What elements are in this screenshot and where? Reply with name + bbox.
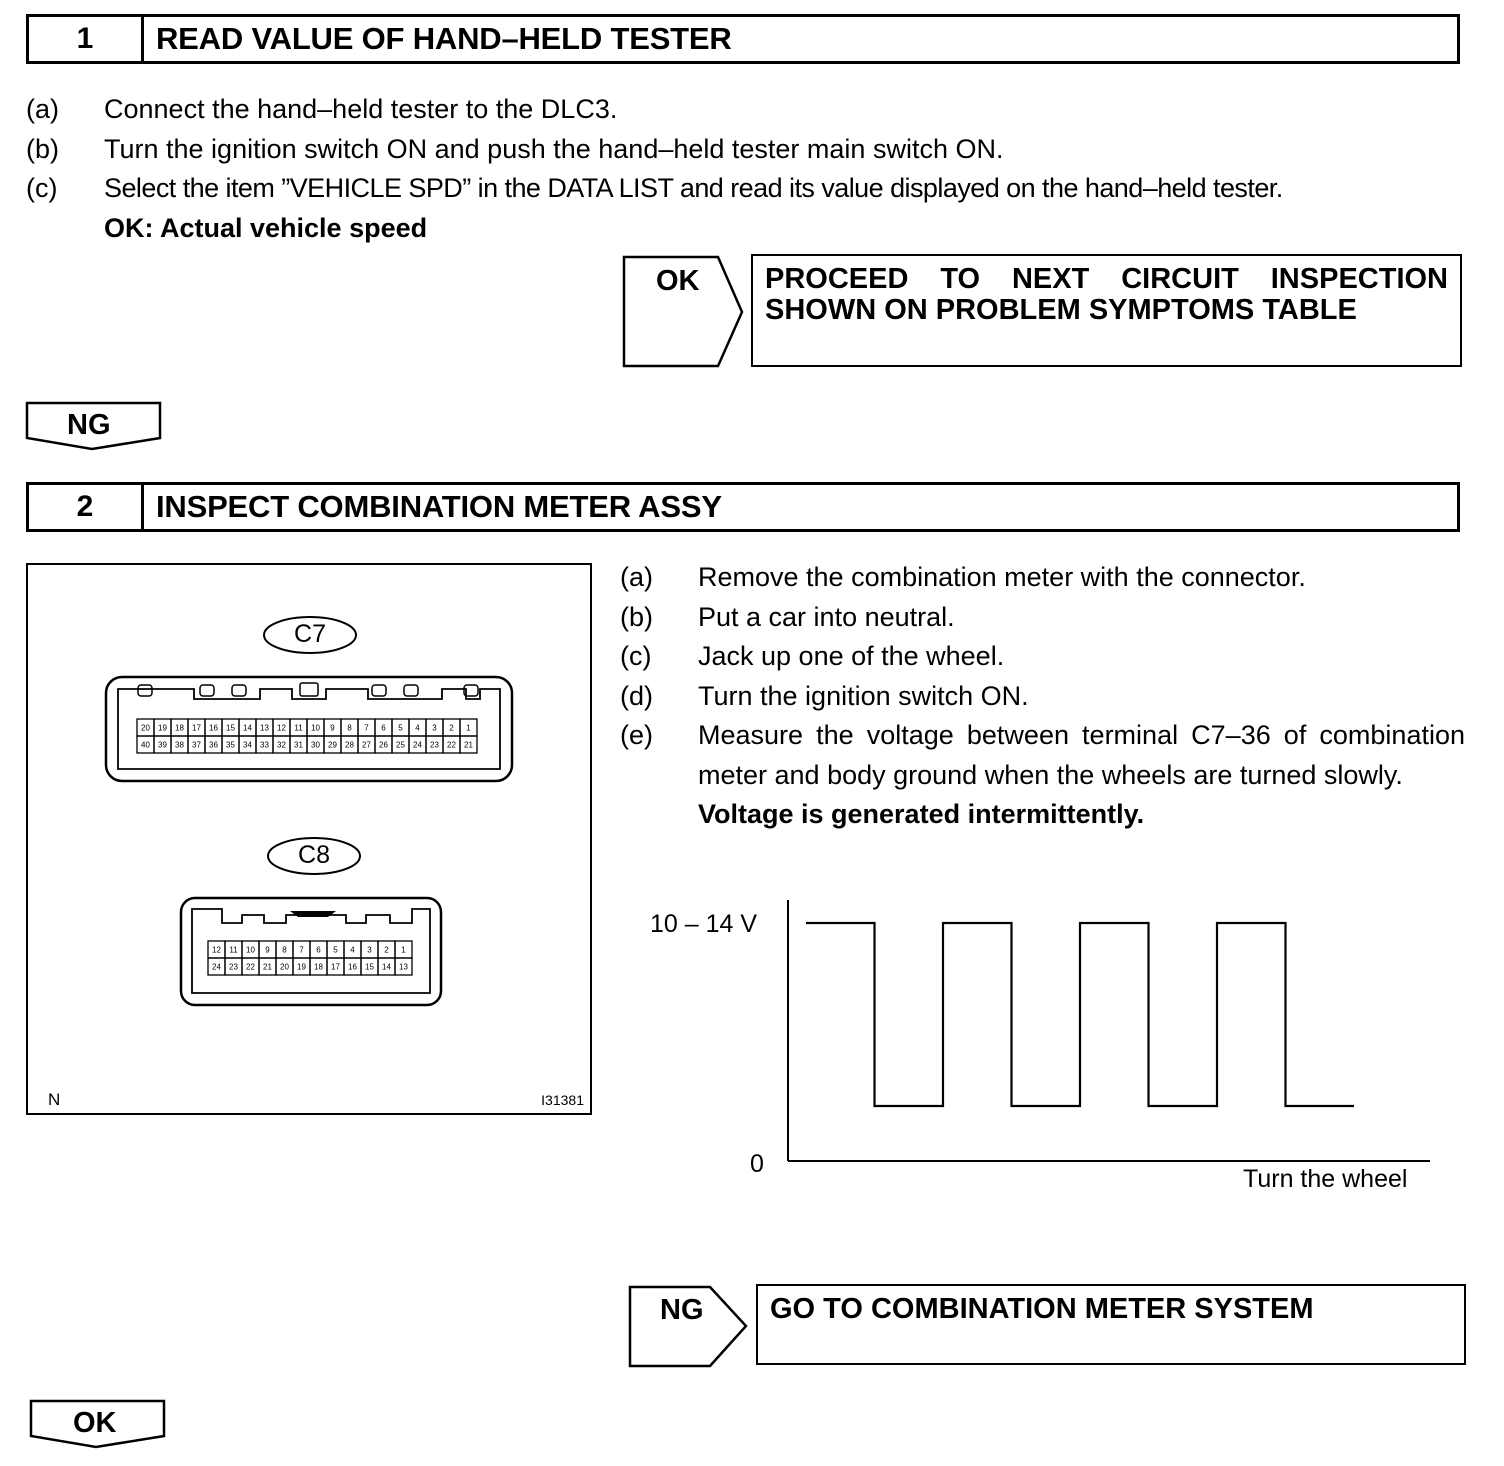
chart-high-label: 10 – 14 V (650, 910, 758, 938)
ng-tag-label-2: NG (660, 1294, 704, 1326)
item-text: Connect the hand–held tester to the DLC3. (104, 94, 618, 124)
c8-pin-label: 12 (212, 945, 221, 955)
c8-pin-label: 9 (265, 945, 270, 955)
c7-pin-label: 39 (158, 740, 167, 750)
c7-pin-label: 20 (141, 723, 150, 733)
list-item (620, 637, 1465, 677)
c7-pin-label: 36 (209, 740, 218, 750)
item-text: Select the item ”VEHICLE SPD” in the DATA LIST and read its value displayed on the hand–held tester. (104, 173, 1283, 203)
item-label: (c) (26, 173, 58, 203)
step-2-header (26, 482, 1460, 532)
chart-zero-label: 0 (750, 1150, 764, 1178)
list-item (620, 558, 1465, 598)
step-2-instructions (620, 558, 1465, 835)
step-2-title: INSPECT COMBINATION METER ASSY (156, 489, 722, 524)
c7-pin-label: 14 (243, 723, 252, 733)
c7-pin-label: 30 (311, 740, 320, 750)
c8-pin-label: 13 (399, 962, 408, 972)
list-item (26, 169, 1466, 209)
c7-pin-label: 40 (141, 740, 150, 750)
ok-spec: OK: Actual vehicle speed (104, 212, 428, 243)
c8-pin-label: 4 (350, 945, 355, 955)
c7-pin-label: 38 (175, 740, 184, 750)
chart-x-label: Turn the wheel (1243, 1165, 1408, 1193)
c7-pin-label: 24 (413, 740, 422, 750)
c7-pin-label: 21 (464, 740, 473, 750)
waveform-series-line (806, 923, 1354, 1106)
item-label: (c) (620, 641, 652, 671)
item-label: (a) (620, 562, 653, 592)
c7-pin-label: 22 (447, 740, 456, 750)
voltage-waveform-chart (780, 895, 1440, 1175)
c8-pin-label: 20 (280, 962, 289, 972)
c8-pin-label: 7 (299, 945, 304, 955)
c8-pin-label: 19 (297, 962, 306, 972)
c8-pin-label: 8 (282, 945, 287, 955)
c7-pin-label: 3 (432, 723, 437, 733)
item-text: Jack up one of the wheel. (698, 641, 1005, 671)
c8-pin-label: 22 (246, 962, 255, 972)
c7-pin-label: 19 (158, 723, 167, 733)
c7-pin-label: 23 (430, 740, 439, 750)
c7-pin-label: 26 (379, 740, 388, 750)
ok-result-line-1: PROCEED TO NEXT CIRCUIT INSPECTION (765, 263, 1448, 295)
c8-pin-label: 16 (348, 962, 357, 972)
voltage-spec: Voltage is generated intermittently. (698, 799, 1145, 829)
list-item (620, 795, 1465, 835)
item-text: Put a car into neutral. (698, 601, 955, 632)
c7-pin-label: 37 (192, 740, 201, 750)
c7-pin-label: 33 (260, 740, 269, 750)
c8-pin-label: 3 (367, 945, 372, 955)
step-2-number: 2 (29, 485, 144, 529)
c8-pin-label: 21 (263, 962, 272, 972)
c7-pin-label: 18 (175, 723, 184, 733)
ok-tag-label: OK (656, 265, 700, 297)
c7-pin-label: 10 (311, 723, 320, 733)
ok-result-box (751, 254, 1462, 367)
item-label: (b) (26, 133, 59, 164)
c7-pin-label: 32 (277, 740, 286, 750)
c8-pin-label: 11 (229, 945, 238, 955)
step-1-header (26, 14, 1460, 64)
c8-pin-label: 17 (331, 962, 340, 972)
c7-pin-label: 4 (415, 723, 420, 733)
c7-pin-label: 34 (243, 740, 252, 750)
c7-pin-label: 31 (294, 740, 303, 750)
connector-c7-label: C7 (294, 620, 326, 648)
item-text: Turn the ignition switch ON and push the hand–held tester main switch ON. (104, 133, 1004, 164)
c8-pin-label: 1 (401, 945, 406, 955)
c7-pin-label: 13 (260, 723, 269, 733)
c7-pin-label: 12 (277, 723, 286, 733)
list-item (26, 130, 1466, 170)
c8-pin-label: 23 (229, 962, 238, 972)
c7-pin-label: 1 (466, 723, 471, 733)
diagram-corner-left: N (48, 1090, 61, 1109)
item-label: (b) (620, 601, 653, 632)
c8-pin-label: 6 (316, 945, 321, 955)
item-text: Turn the ignition switch ON. (698, 680, 1029, 711)
item-text: Measure the voltage between terminal C7–36 of combination meter and body ground when the wheels are turned slowly. (698, 720, 1465, 790)
ng-result-text: GO TO COMBINATION METER SYSTEM (770, 1293, 1314, 1325)
item-text: Remove the combination meter with the connector. (698, 562, 1306, 592)
ng-result-box (756, 1284, 1466, 1365)
item-label: (e) (620, 720, 653, 750)
c7-pin-label: 25 (396, 740, 405, 750)
list-item (620, 716, 1465, 795)
c7-pin-label: 5 (398, 723, 403, 733)
list-item (620, 598, 1465, 638)
c8-pin-label: 18 (314, 962, 323, 972)
c7-pin-label: 11 (294, 723, 303, 733)
diagram-corner-right: I31381 (541, 1092, 584, 1108)
c7-pin-label: 2 (449, 723, 454, 733)
connector-diagram (26, 563, 592, 1115)
c7-pin-label: 35 (226, 740, 235, 750)
list-item (26, 209, 1466, 249)
ng-tag-label: NG (67, 409, 111, 441)
item-label: (d) (620, 680, 653, 711)
c7-pin-label: 7 (364, 723, 369, 733)
c7-pin-label: 15 (226, 723, 235, 733)
c7-pin-label: 28 (345, 740, 354, 750)
c7-pin-label: 27 (362, 740, 371, 750)
step-1-number: 1 (29, 17, 144, 61)
c8-pin-label: 10 (246, 945, 255, 955)
step-1-instructions (26, 90, 1466, 248)
c8-pin-label: 24 (212, 962, 221, 972)
item-label: (a) (26, 94, 59, 124)
connector-c8-label: C8 (298, 841, 330, 869)
step-1-title: READ VALUE OF HAND–HELD TESTER (156, 21, 732, 56)
c8-pin-label: 2 (384, 945, 389, 955)
ok-tag-label-2: OK (73, 1407, 117, 1439)
c8-pin-label: 15 (365, 962, 374, 972)
c8-pin-label: 5 (333, 945, 338, 955)
list-item (26, 90, 1466, 130)
c7-pin-label: 16 (209, 723, 218, 733)
c7-pin-label: 9 (330, 723, 335, 733)
list-item (620, 677, 1465, 717)
c7-pin-label: 8 (347, 723, 352, 733)
ok-result-line-2: SHOWN ON PROBLEM SYMPTOMS TABLE (765, 294, 1357, 326)
c7-pin-label: 17 (192, 723, 201, 733)
c7-pin-label: 29 (328, 740, 337, 750)
c7-pin-label: 6 (381, 723, 386, 733)
c8-pin-label: 14 (382, 962, 391, 972)
